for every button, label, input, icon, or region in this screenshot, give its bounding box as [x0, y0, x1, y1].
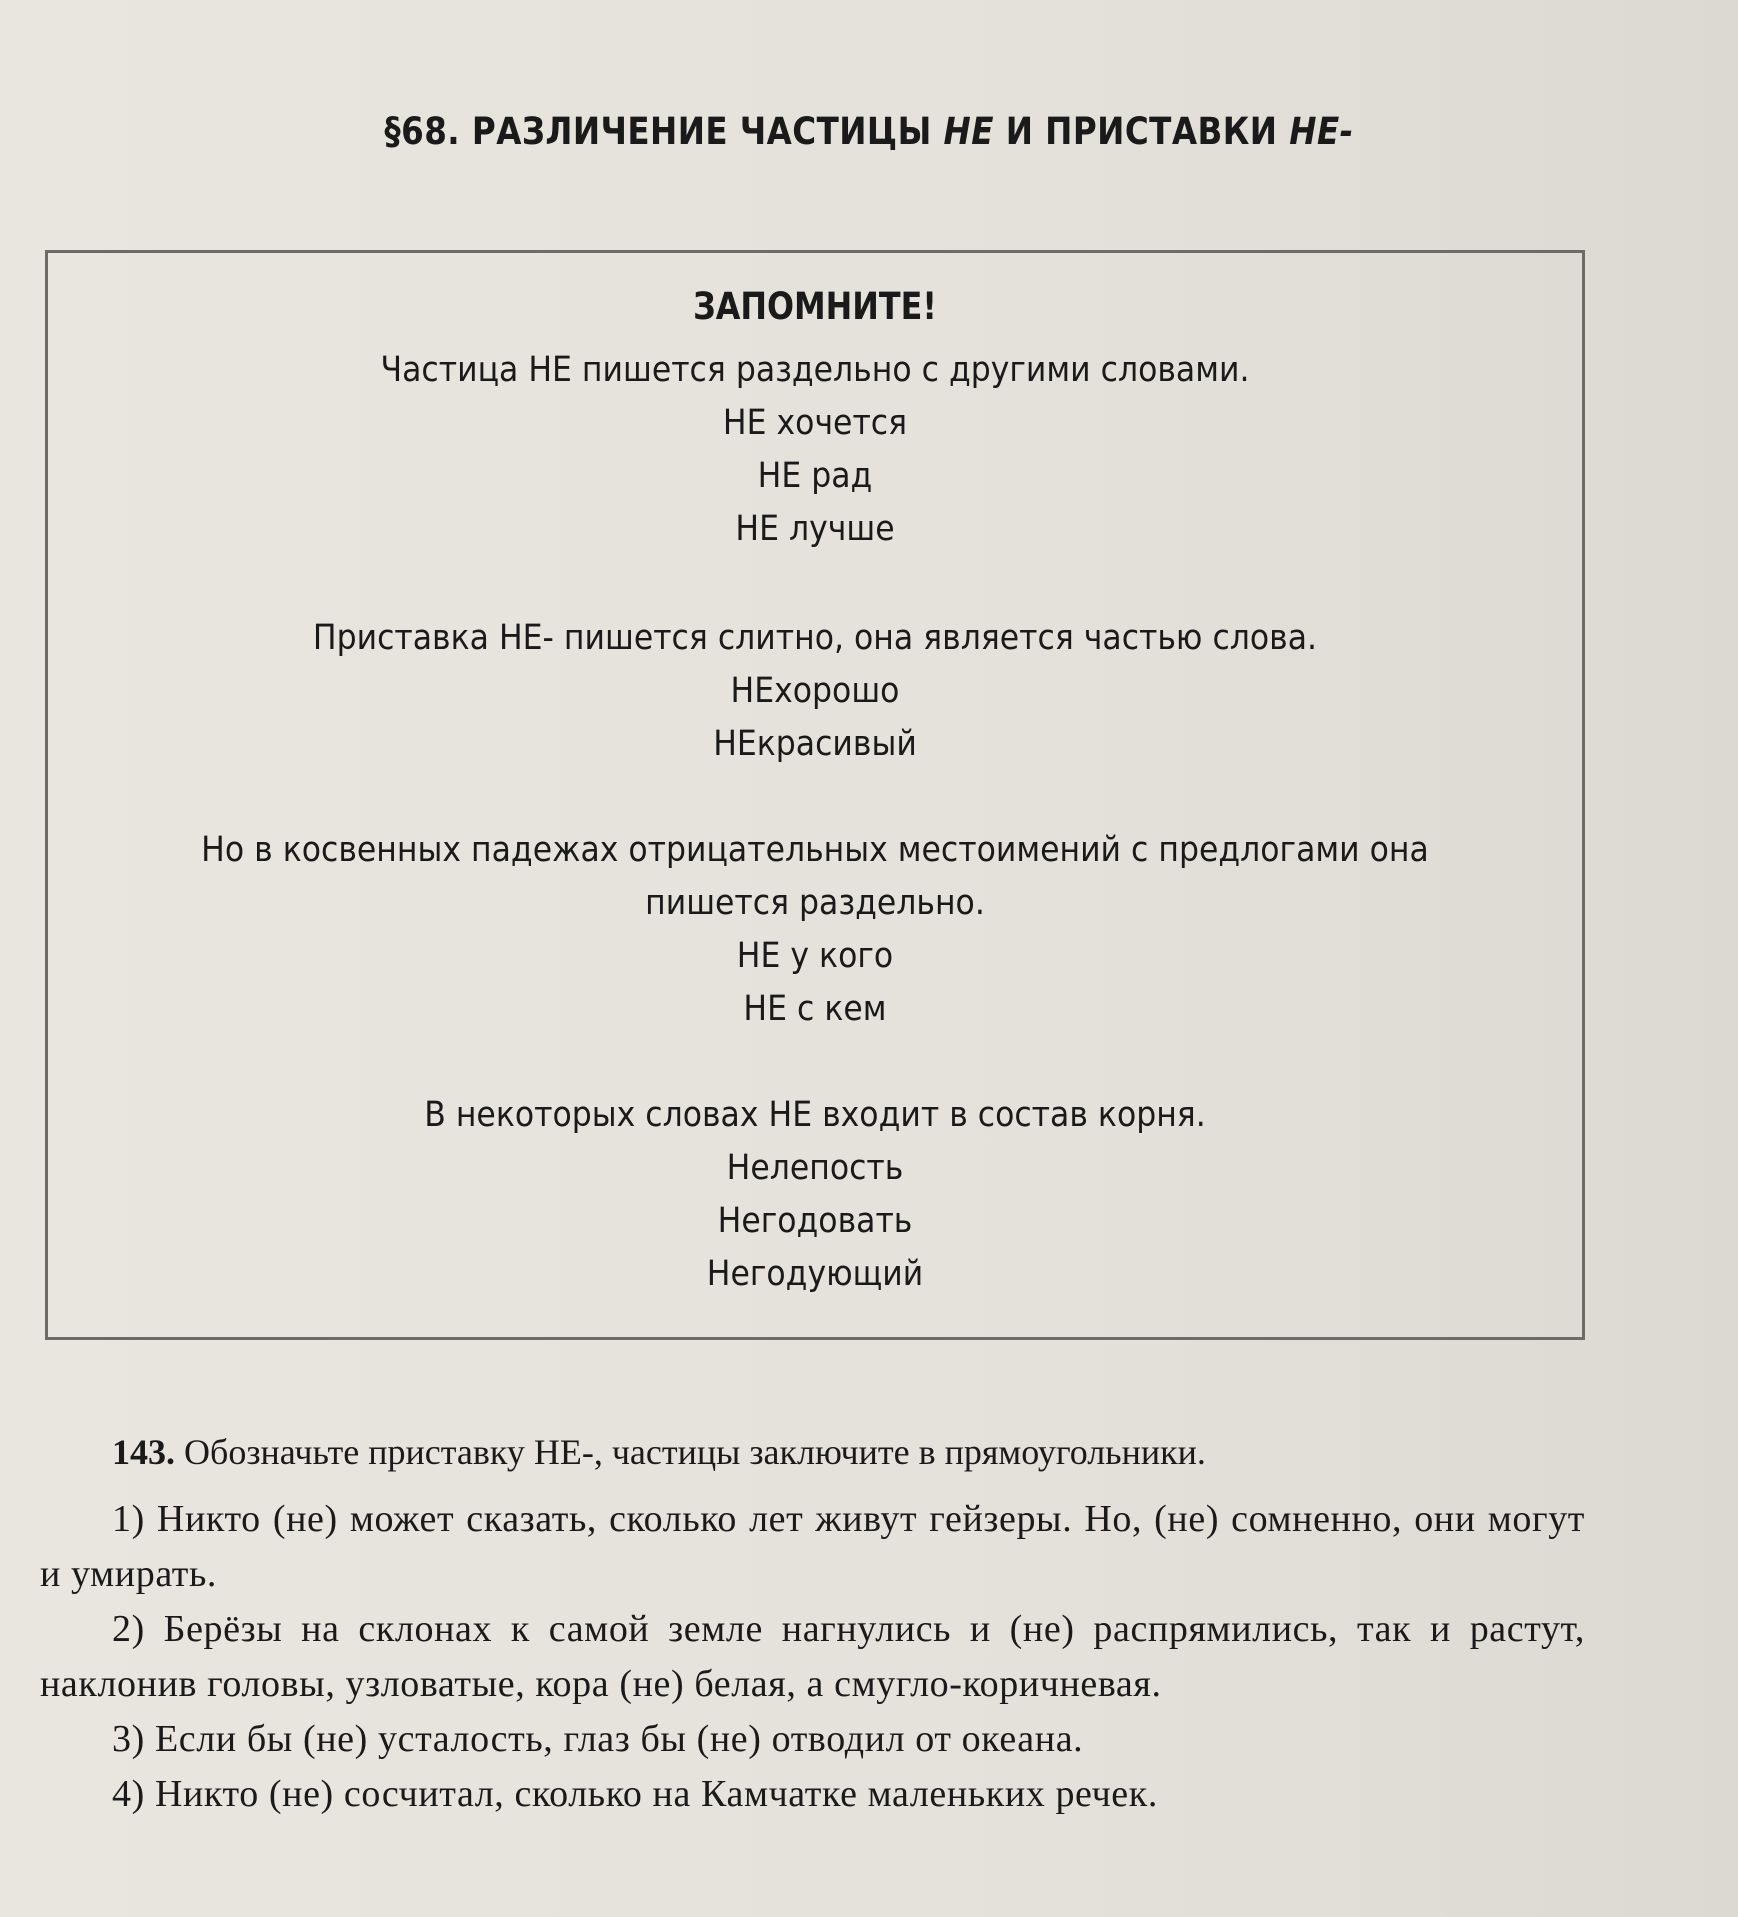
title-prefix-ne: НЕ-	[1289, 110, 1354, 153]
rule-example: НЕ с кем	[743, 989, 887, 1029]
exercise-item: 1) Никто (не) может сказать, сколько лет живут гейзеры. Но, (не) сомненно, они могут и умирать.	[40, 1498, 1585, 1595]
exercise-item: 4) Никто (не) сосчитал, сколько на Камчатке маленьких речек.	[112, 1773, 1158, 1815]
exercise-instruction: Обозначьте приставку НЕ-, частицы заключите в прямоугольники.	[184, 1432, 1206, 1472]
rule-example: НЕ лучше	[735, 509, 895, 549]
rule-example: НЕкрасивый	[713, 724, 917, 764]
rule-text: Но в косвенных падежах отрицательных местоимений с предлогами она	[201, 830, 1429, 870]
rule-example: НЕ у кого	[736, 936, 894, 976]
rule-text: В некоторых словах НЕ входит в состав корня.	[424, 1095, 1206, 1135]
rule-example: Нелепость	[726, 1148, 904, 1188]
rule-example: Негодующий	[706, 1254, 924, 1294]
rule-example: НЕ хочется	[722, 403, 908, 443]
rule-box	[45, 250, 1585, 1340]
exercise	[40, 1425, 1585, 1822]
title-part1: РАЗЛИЧЕНИЕ ЧАСТИЦЫ	[471, 110, 932, 153]
exercise-heading	[40, 1425, 1585, 1480]
rule-text: Частица НЕ пишется раздельно с другими словами.	[380, 350, 1250, 390]
section-number: §68.	[384, 110, 461, 153]
exercise-item: 2) Берёзы на склонах к самой земле нагнулись и (не) распрямились, так и растут, наклонив головы, узловатые, кора (не) белая, а смугло-коричневая.	[40, 1608, 1585, 1705]
rule-text: Приставка НЕ- пишется слитно, она является частью слова.	[312, 618, 1318, 658]
section-title	[104, 110, 1633, 153]
exercise-item: 3) Если бы (не) усталость, глаз бы (не) отводил от океана.	[112, 1718, 1084, 1760]
rule-text: пишется раздельно.	[645, 883, 985, 923]
rule-example: НЕ рад	[757, 456, 873, 496]
title-part2: И ПРИСТАВКИ	[1005, 110, 1278, 153]
rule-box-heading: ЗАПОМНИТЕ!	[693, 285, 937, 328]
exercise-number: 143.	[112, 1432, 175, 1472]
rule-example: Негодовать	[717, 1201, 913, 1241]
rule-example: НЕхорошо	[730, 671, 900, 711]
title-particle-ne: НЕ	[943, 110, 994, 153]
